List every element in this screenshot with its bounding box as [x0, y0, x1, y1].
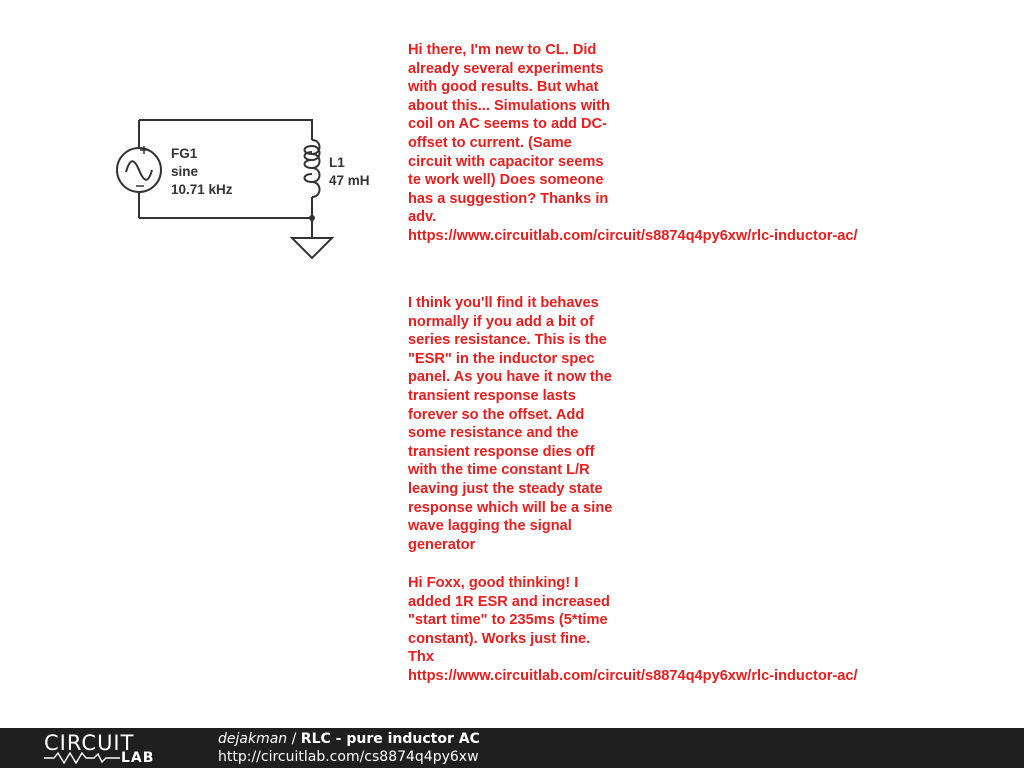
footer-byline — [218, 731, 480, 748]
inductor-coil-symbol — [305, 140, 320, 197]
ground-symbol — [292, 238, 332, 258]
inductor-name-label: L1 — [329, 155, 345, 170]
footer-bar — [0, 728, 1024, 768]
resistor-squiggle-icon — [44, 752, 120, 764]
source-waveform-label: sine — [171, 164, 199, 179]
comment-note-reply: I think you'll find it behaves normally if you add a bit of series resistance. This is the "ESR" in the inductor spec panel. As you have it now the transient response lasts forever so the offset. Add some resistance and the transient response dies off with the time constant L/R leaving just the steady state response which will be a sine wave lagging the signal generator — [408, 295, 613, 553]
source-name-label: FG1 — [171, 146, 198, 161]
logo-wordmark-circuit[interactable]: CIRCUIT — [44, 731, 135, 755]
byline-separator: / — [287, 731, 301, 747]
wire-top — [139, 120, 312, 140]
circuit-url-link[interactable]: http://circuitlab.com/cs8874q4py6xw — [218, 749, 479, 765]
author-link[interactable]: dejakman — [218, 731, 288, 747]
circuit-schematic — [0, 0, 400, 270]
circuit-title: RLC - pure inductor AC — [300, 731, 480, 747]
inductor-value-label: 47 mH — [329, 173, 370, 188]
logo-wordmark-lab[interactable]: LAB — [121, 750, 155, 766]
comment-note-followup: Hi Foxx, good thinking! I added 1R ESR and increased "start time" to 235ms (5*time constant). Works just fine. Thx https://www.circuitlab.com/circuit/s8874q4py6xw/rlc-inductor-ac/ — [408, 575, 858, 684]
junction-dot — [309, 215, 315, 221]
source-frequency-label: 10.71 kHz — [171, 182, 233, 197]
comment-note-question: Hi there, I'm new to CL. Did already several experiments with good results. But what about this... Simulations with coil on AC seems to add DC- offset to current. (Same circuit with capacitor seems te work well) Does someone has a suggestion? Thanks in adv. https://www.circuitlab.com/circuit/s8874q4py6xw/rlc-inductor-ac/ — [408, 42, 858, 244]
sine-wave-icon — [126, 161, 152, 180]
